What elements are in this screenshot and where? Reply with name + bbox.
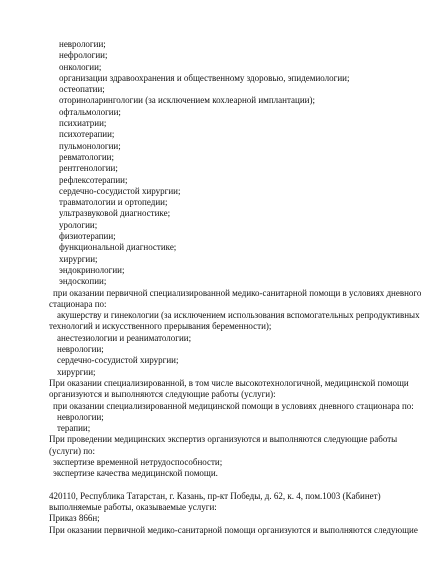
text-line: нефрологии;: [59, 50, 108, 61]
text-line: акушерству и гинекологии (за исключением использования вспомогательных репродуктивных: [57, 310, 420, 321]
text-line: выполняемые работы, оказываемые услуги:: [49, 502, 217, 513]
text-line: функциональной диагностике;: [59, 242, 177, 253]
text-line: физиотерапии;: [59, 231, 116, 242]
text-line: (услуги) по:: [49, 445, 96, 456]
text-line: технологий и искусственного прерывания беременности);: [49, 321, 272, 332]
text-line: урологии;: [59, 219, 98, 230]
document-body: [0, 39, 430, 536]
text-line: ревматологии;: [59, 151, 114, 162]
text-line: организации здравоохранения и общественному здоровью, эпидемиологии;: [59, 72, 350, 83]
text-line: сердечно-сосудистой хирургии;: [59, 185, 181, 196]
paragraph-gap: [0, 480, 430, 491]
text-line: ультразвуковой диагностике;: [59, 208, 171, 219]
text-line: хирургии;: [57, 366, 96, 377]
text-line: анестезиологии и реаниматологии;: [57, 332, 192, 343]
text-line: рентгенологии;: [59, 163, 118, 174]
text-line: При проведении медицинских экспертиз организуются и выполняются следующие работы: [49, 434, 398, 445]
text-line: неврологии;: [57, 411, 104, 422]
text-line: эндоскопии;: [59, 276, 107, 287]
text-line: пульмонологии;: [59, 140, 121, 151]
text-line: при оказании специализированной медицинской помощи в условиях дневного стационара по:: [53, 400, 414, 411]
text-line: онкологии;: [59, 61, 102, 72]
text-line: экспертизе временной нетрудоспособности;: [53, 456, 223, 467]
text-line: эндокринологии;: [59, 264, 125, 275]
text-line: 420110, Республика Татарстан, г. Казань, пр-кт Победы, д. 62, к. 4, пом.1003 (Кабинет): [49, 490, 381, 501]
text-line: сердечно-сосудистой хирургии;: [57, 355, 179, 366]
text-line: экспертизе качества медицинской помощи.: [53, 468, 218, 479]
text-line: При оказании первичной медико-санитарной помощи организуются и выполняются следующие: [49, 524, 418, 535]
text-line: офтальмологии;: [59, 106, 121, 117]
text-line: оториноларингологии (за исключением кохлеарной имплантации);: [59, 95, 315, 106]
text-line: стационара по:: [49, 298, 107, 309]
text-line: терапии;: [57, 423, 91, 434]
text-line: травматологии и ортопедии;: [59, 197, 168, 208]
text-line: неврологии;: [59, 39, 106, 49]
text-line: При оказании специализированной, в том числе высокотехнологичной, медицинской помощи: [49, 377, 409, 388]
text-line: хирургии;: [59, 253, 98, 264]
text-line: организуются и выполняются следующие работы (услуги):: [49, 389, 276, 400]
text-line: психотерапии;: [59, 129, 115, 140]
text-line: при оказании первичной специализированной медико-санитарной помощи в условиях дневного: [53, 287, 422, 298]
text-line: рефлексотерапии;: [59, 174, 128, 185]
text-line: психиатрии;: [59, 118, 107, 129]
text-line: остеопатии;: [59, 84, 105, 95]
text-line: неврологии;: [57, 344, 104, 355]
text-line: Приказ 866н;: [49, 513, 100, 524]
